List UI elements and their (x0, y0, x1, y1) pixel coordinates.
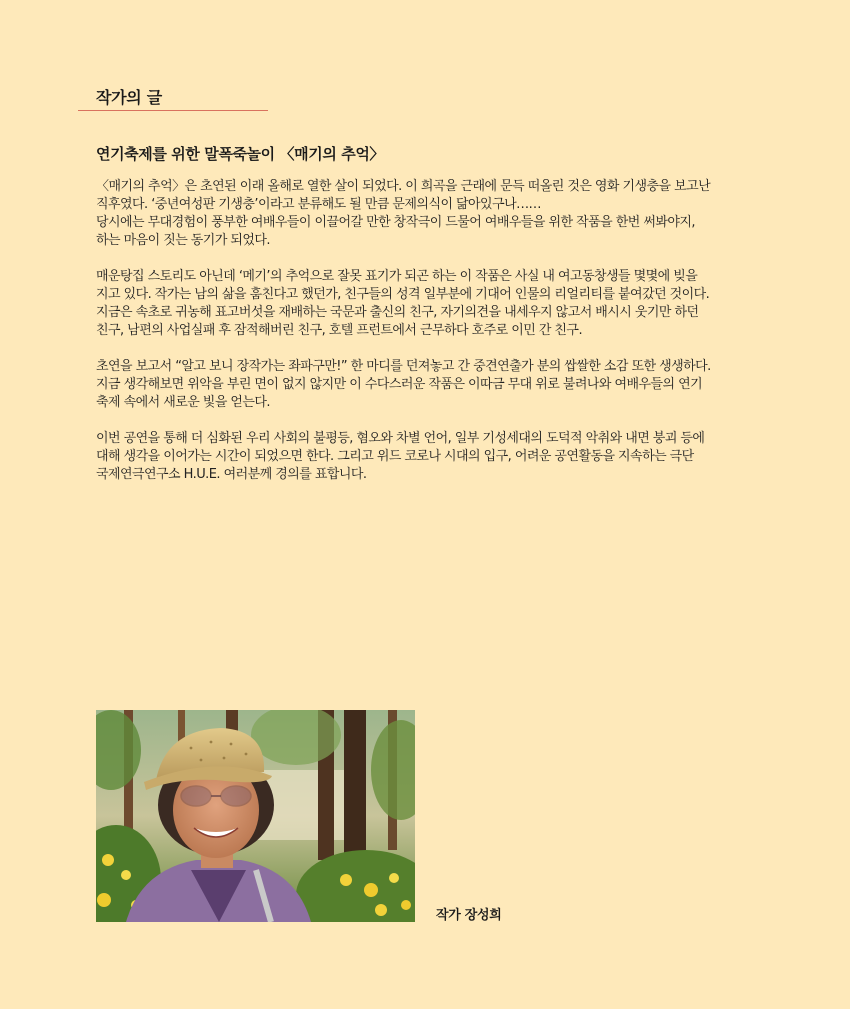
text-line: 지금 생각해보면 위악을 부린 면이 없지 않지만 이 수다스러운 작품은 이따금 무대 위로 불려나와 여배우들의 연기 (96, 377, 703, 392)
text-line: 친구, 남편의 사업실패 후 잠적해버린 친구, 호텔 프런트에서 근무하다 호주로 이민 간 친구. (96, 323, 583, 338)
text-line: 지금은 속초로 귀농해 표고버섯을 재배하는 국문과 출신의 친구, 자기의견을 내세우지 않고서 배시시 웃기만 하던 (96, 305, 699, 320)
section-title: 작가의 글 (96, 88, 162, 107)
paragraph (96, 358, 758, 412)
text-line: 매운탕집 스토리도 아닌데 ‘메기’의 추억으로 잘못 표기가 되곤 하는 이 작품은 사실 내 여고동창생들 몇몇에 빚을 (96, 269, 698, 284)
text-line: 하는 마음이 짓는 동기가 되었다. (96, 233, 271, 248)
article-body (96, 178, 758, 502)
author-caption: 작가 장성희 (436, 908, 502, 923)
section-divider (78, 110, 268, 111)
text-line: 국제연극연구소 H.U.E. 여러분께 경의를 표합니다. (96, 467, 367, 482)
text-line: 〈매기의 추억〉은 초연된 이래 올해로 열한 살이 되었다. 이 희곡을 근래에 문득 떠올린 것은 영화 기생충을 보고난 (96, 179, 711, 194)
text-line: 이번 공연을 통해 더 심화된 우리 사회의 불평등, 혐오와 차별 언어, 일부 기성세대의 도덕적 악취와 내면 붕괴 등에 (96, 431, 705, 446)
article-subtitle: 연기축제를 위한 말폭죽놀이 〈매기의 추억〉 (96, 145, 385, 163)
paragraph (96, 430, 758, 484)
author-photo (96, 710, 415, 922)
text-line: 지고 있다. 작가는 남의 삶을 훔친다고 했던가, 친구들의 성격 일부분에 기대어 인물의 리얼리티를 붙여갔던 것이다. (96, 287, 710, 302)
text-line: 직후였다. ‘중년여성판 기생충’이라고 분류해도 될 만큼 문제의식이 닮아있구나…… (96, 197, 541, 212)
text-line: 대해 생각을 이어가는 시간이 되었으면 한다. 그리고 위드 코로나 시대의 입구, 어려운 공연활동을 지속하는 극단 (96, 449, 694, 464)
paragraph (96, 178, 758, 250)
paragraph (96, 268, 758, 340)
text-line: 초연을 보고서 “알고 보니 장작가는 좌파구만!” 한 마디를 던져놓고 간 중견연출가 분의 쌉쌀한 소감 또한 생생하다. (96, 359, 711, 374)
text-line: 축제 속에서 새로운 빛을 얻는다. (96, 395, 271, 410)
text-line: 당시에는 무대경험이 풍부한 여배우들이 이끌어갈 만한 창작극이 드물어 여배우들을 위한 작품을 한번 써봐야지, (96, 215, 695, 230)
